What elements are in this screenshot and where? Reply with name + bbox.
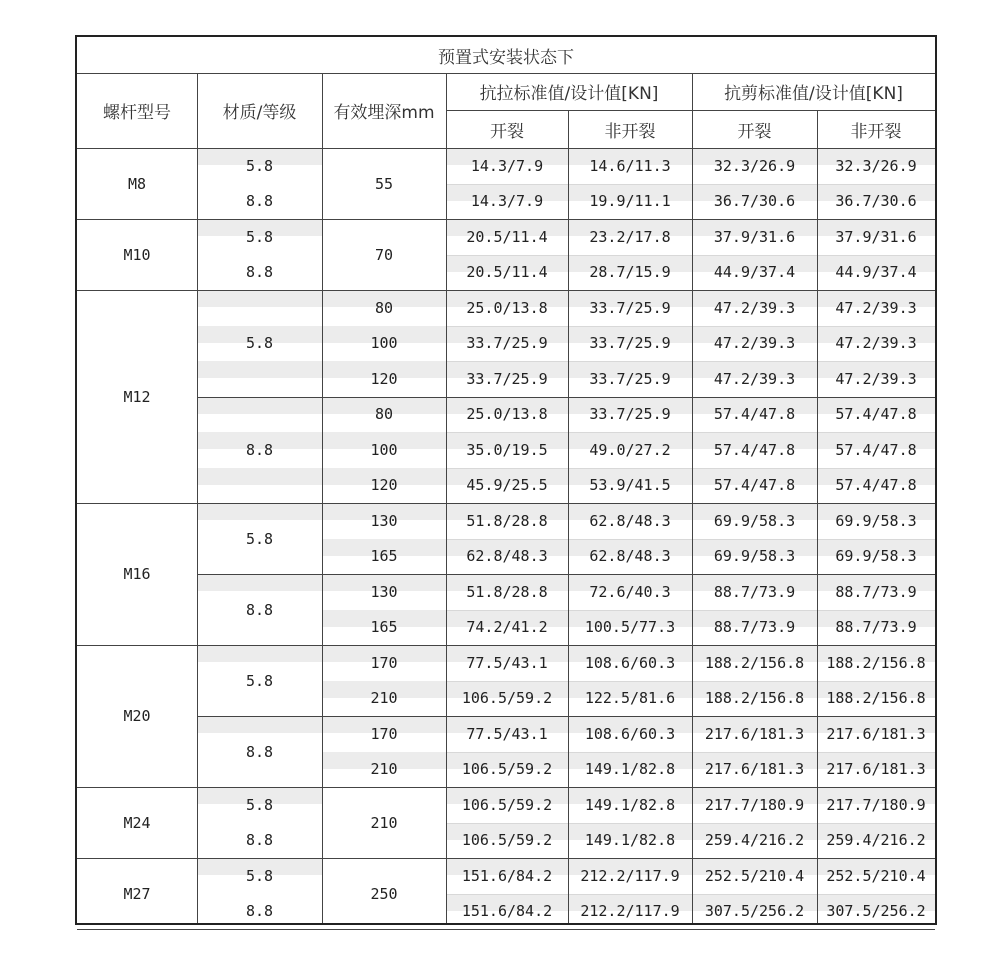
model-cell: M10	[123, 245, 151, 264]
grade-cell: 8.8	[245, 440, 274, 459]
value-cell: 88.7/73.9	[835, 618, 917, 637]
model-cell: M24	[123, 813, 151, 832]
grade-cell: 8.8	[245, 742, 274, 761]
header-model: 螺杆型号	[103, 103, 171, 123]
value-cell: 57.4/47.8	[713, 405, 796, 424]
value-cell: 151.6/84.2	[461, 866, 553, 885]
anchor-load-table	[75, 35, 937, 925]
value-cell: 307.5/256.2	[826, 902, 926, 921]
header-tension-uncracked: 非开裂	[604, 121, 656, 142]
model-cell: M12	[123, 387, 151, 406]
value-cell: 47.2/39.3	[713, 334, 796, 353]
value-cell: 36.7/30.6	[835, 192, 917, 211]
grade-cell: 5.8	[245, 671, 274, 690]
grade-cell: 8.8	[245, 263, 274, 282]
value-cell: 62.8/48.3	[589, 511, 671, 530]
value-cell: 212.2/117.9	[580, 902, 680, 921]
depth-cell: 55	[374, 174, 394, 193]
depth-cell: 70	[374, 245, 394, 264]
value-cell: 23.2/17.8	[589, 227, 671, 246]
value-cell: 188.2/156.8	[704, 653, 805, 672]
grade-cell: 5.8	[245, 334, 274, 353]
depth-cell: 165	[370, 547, 398, 566]
grade-cell: 8.8	[245, 831, 274, 850]
value-cell: 69.9/58.3	[835, 511, 917, 530]
value-cell: 106.5/59.2	[461, 795, 553, 814]
value-cell: 51.8/28.8	[466, 511, 548, 530]
value-cell: 53.9/41.5	[589, 476, 671, 495]
value-cell: 47.2/39.3	[835, 298, 917, 317]
value-cell: 28.7/15.9	[589, 263, 671, 282]
value-cell: 62.8/48.3	[466, 547, 548, 566]
value-cell: 33.7/25.9	[589, 405, 671, 424]
value-cell: 252.5/210.4	[826, 866, 926, 885]
value-cell: 217.6/181.3	[704, 760, 805, 779]
depth-cell: 120	[370, 369, 398, 388]
header-shear: 抗剪标准值/设计值[KN]	[724, 84, 903, 104]
value-cell: 100.5/77.3	[584, 618, 676, 637]
value-cell: 212.2/117.9	[580, 866, 680, 885]
depth-cell: 130	[370, 511, 398, 530]
model-cell: M27	[123, 884, 151, 903]
value-cell: 57.4/47.8	[835, 405, 917, 424]
value-cell: 217.6/181.3	[826, 724, 926, 743]
value-cell: 149.1/82.8	[584, 760, 676, 779]
header-tension: 抗拉标准值/设计值[KN]	[479, 84, 659, 104]
grade-cell: 5.8	[245, 227, 274, 246]
value-cell: 19.9/11.1	[589, 192, 671, 211]
grid-line	[77, 73, 935, 74]
grade-cell: 5.8	[245, 529, 274, 548]
grade-cell: 8.8	[245, 192, 274, 211]
value-cell: 49.0/27.2	[589, 440, 671, 459]
value-cell: 14.3/7.9	[470, 192, 544, 211]
value-cell: 33.7/25.9	[589, 334, 671, 353]
value-cell: 88.7/73.9	[713, 618, 796, 637]
depth-cell: 80	[374, 298, 394, 317]
depth-cell: 210	[370, 689, 398, 708]
value-cell: 217.7/180.9	[704, 795, 805, 814]
value-cell: 149.1/82.8	[584, 795, 676, 814]
value-cell: 57.4/47.8	[835, 476, 917, 495]
value-cell: 88.7/73.9	[713, 582, 796, 601]
value-cell: 252.5/210.4	[704, 866, 805, 885]
value-cell: 259.4/216.2	[826, 831, 926, 850]
header-depth: 有效埋深mm	[333, 103, 435, 123]
value-cell: 32.3/26.9	[835, 156, 917, 175]
depth-cell: 100	[370, 334, 398, 353]
grade-cell: 8.8	[245, 902, 274, 921]
depth-cell: 250	[370, 884, 398, 903]
header-grade: 材质/等级	[222, 103, 297, 123]
value-cell: 188.2/156.8	[826, 653, 926, 672]
value-cell: 33.7/25.9	[466, 334, 548, 353]
value-cell: 74.2/41.2	[466, 618, 548, 637]
value-cell: 14.3/7.9	[470, 156, 544, 175]
value-cell: 69.9/58.3	[835, 547, 917, 566]
model-cell: M16	[123, 565, 151, 583]
value-cell: 44.9/37.4	[835, 263, 917, 282]
value-cell: 62.8/48.3	[589, 547, 671, 566]
value-cell: 149.1/82.8	[584, 831, 676, 850]
depth-cell: 100	[370, 440, 398, 459]
value-cell: 32.3/26.9	[713, 156, 796, 175]
depth-cell: 165	[370, 618, 398, 637]
value-cell: 14.6/11.3	[589, 156, 671, 175]
grade-cell: 5.8	[245, 866, 274, 885]
value-cell: 47.2/39.3	[835, 334, 917, 353]
value-cell: 47.2/39.3	[835, 369, 917, 388]
value-cell: 77.5/43.1	[466, 724, 548, 743]
value-cell: 57.4/47.8	[713, 476, 796, 495]
depth-cell: 170	[370, 724, 398, 743]
depth-cell: 80	[374, 405, 394, 424]
value-cell: 35.0/19.5	[466, 440, 548, 459]
header-tension-cracked: 开裂	[490, 121, 524, 142]
header-shear-cracked: 开裂	[737, 121, 772, 142]
value-cell: 25.0/13.8	[466, 405, 548, 424]
grid-line	[77, 929, 935, 930]
value-cell: 47.2/39.3	[713, 369, 796, 388]
value-cell: 151.6/84.2	[461, 902, 553, 921]
value-cell: 188.2/156.8	[704, 689, 805, 708]
depth-cell: 170	[370, 653, 398, 672]
value-cell: 106.5/59.2	[461, 689, 553, 708]
value-cell: 51.8/28.8	[466, 582, 548, 601]
value-cell: 47.2/39.3	[713, 298, 796, 317]
value-cell: 69.9/58.3	[713, 547, 796, 566]
value-cell: 217.6/181.3	[826, 760, 926, 779]
value-cell: 20.5/11.4	[466, 263, 548, 282]
model-cell: M20	[123, 707, 151, 725]
value-cell: 37.9/31.6	[713, 227, 796, 246]
depth-cell: 130	[370, 582, 398, 601]
value-cell: 57.4/47.8	[713, 440, 796, 459]
value-cell: 188.2/156.8	[826, 689, 926, 708]
grid-line	[446, 110, 935, 111]
value-cell: 37.9/31.6	[835, 227, 917, 246]
value-cell: 72.6/40.3	[589, 582, 671, 601]
grade-cell: 8.8	[245, 600, 274, 619]
header-shear-uncracked: 非开裂	[850, 121, 902, 142]
value-cell: 33.7/25.9	[589, 369, 671, 388]
value-cell: 106.5/59.2	[461, 831, 553, 850]
value-cell: 108.6/60.3	[584, 724, 676, 743]
value-cell: 106.5/59.2	[461, 760, 553, 779]
value-cell: 122.5/81.6	[584, 689, 676, 708]
depth-cell: 210	[370, 813, 398, 832]
depth-cell: 210	[370, 760, 398, 779]
value-cell: 77.5/43.1	[466, 653, 548, 672]
value-cell: 33.7/25.9	[589, 298, 671, 317]
value-cell: 69.9/58.3	[713, 511, 796, 530]
model-cell: M8	[127, 174, 147, 193]
grade-cell: 5.8	[245, 795, 274, 814]
value-cell: 45.9/25.5	[466, 476, 548, 495]
value-cell: 217.7/180.9	[826, 795, 926, 814]
value-cell: 20.5/11.4	[466, 227, 548, 246]
value-cell: 57.4/47.8	[835, 440, 917, 459]
value-cell: 25.0/13.8	[466, 298, 548, 317]
value-cell: 307.5/256.2	[704, 902, 805, 921]
value-cell: 88.7/73.9	[835, 582, 917, 601]
table-title: 预置式安装状态下	[438, 47, 574, 68]
depth-cell: 120	[370, 476, 398, 495]
value-cell: 259.4/216.2	[704, 831, 805, 850]
value-cell: 217.6/181.3	[704, 724, 805, 743]
value-cell: 33.7/25.9	[466, 369, 548, 388]
grade-cell: 5.8	[245, 156, 274, 175]
value-cell: 44.9/37.4	[713, 263, 796, 282]
value-cell: 36.7/30.6	[713, 192, 796, 211]
value-cell: 108.6/60.3	[584, 653, 676, 672]
